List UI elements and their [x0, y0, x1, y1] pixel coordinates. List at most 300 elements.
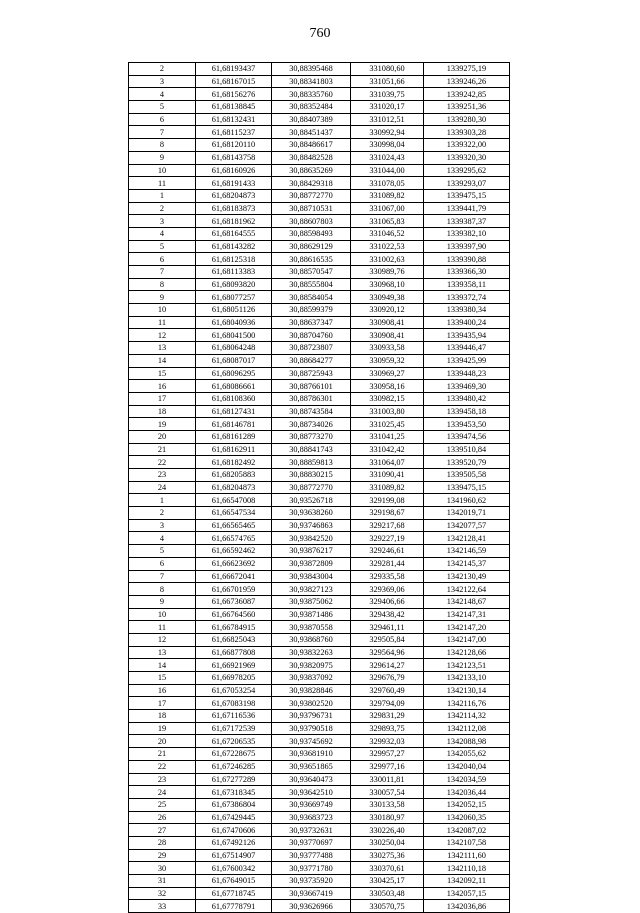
point-number-cell: 14 [129, 354, 196, 367]
latitude-cell: 61,67116536 [196, 710, 272, 723]
x-coordinate-cell: 331078,05 [351, 177, 424, 190]
y-coordinate-cell: 1342147,20 [424, 621, 510, 634]
point-number-cell: 23 [129, 469, 196, 482]
latitude-cell: 61,67778791 [196, 900, 272, 913]
point-number-cell: 18 [129, 710, 196, 723]
latitude-cell: 61,68125318 [196, 253, 272, 266]
longitude-cell: 30,88786301 [272, 392, 351, 405]
x-coordinate-cell: 329564,96 [351, 646, 424, 659]
x-coordinate-cell: 330920,12 [351, 304, 424, 317]
table-row [129, 773, 510, 786]
table-row [129, 164, 510, 177]
latitude-cell: 61,68132431 [196, 113, 272, 126]
latitude-cell: 61,66825043 [196, 633, 272, 646]
longitude-cell: 30,93796731 [272, 710, 351, 723]
latitude-cell: 61,66565465 [196, 519, 272, 532]
table-row [129, 849, 510, 862]
point-number-cell: 1 [129, 494, 196, 507]
x-coordinate-cell: 329977,16 [351, 760, 424, 773]
y-coordinate-cell: 1339322,00 [424, 139, 510, 152]
point-number-cell: 4 [129, 532, 196, 545]
page-number: 760 [309, 26, 331, 41]
y-coordinate-cell: 1342130,49 [424, 570, 510, 583]
point-number-cell: 19 [129, 418, 196, 431]
longitude-cell: 30,93876217 [272, 545, 351, 558]
x-coordinate-cell: 329217,68 [351, 519, 424, 532]
point-number-cell: 8 [129, 583, 196, 596]
latitude-cell: 61,68164555 [196, 227, 272, 240]
x-coordinate-cell: 329676,79 [351, 672, 424, 685]
point-number-cell: 12 [129, 633, 196, 646]
table-row [129, 494, 510, 507]
table-row [129, 583, 510, 596]
y-coordinate-cell: 1342034,59 [424, 773, 510, 786]
x-coordinate-cell: 329246,61 [351, 545, 424, 558]
table-row [129, 735, 510, 748]
y-coordinate-cell: 1342088,98 [424, 735, 510, 748]
longitude-cell: 30,93626966 [272, 900, 351, 913]
latitude-cell: 61,67277289 [196, 773, 272, 786]
point-number-cell: 2 [129, 202, 196, 215]
table-row [129, 824, 510, 837]
x-coordinate-cell: 330133,58 [351, 798, 424, 811]
table-row [129, 240, 510, 253]
longitude-cell: 30,88710531 [272, 202, 351, 215]
longitude-cell: 30,93683723 [272, 811, 351, 824]
longitude-cell: 30,93827123 [272, 583, 351, 596]
table-row [129, 443, 510, 456]
latitude-cell: 61,67318345 [196, 786, 272, 799]
y-coordinate-cell: 1339448,23 [424, 367, 510, 380]
longitude-cell: 30,88773270 [272, 430, 351, 443]
point-number-cell: 4 [129, 227, 196, 240]
table-row [129, 798, 510, 811]
longitude-cell: 30,93872809 [272, 557, 351, 570]
y-coordinate-cell: 1342107,58 [424, 836, 510, 849]
longitude-cell: 30,93842520 [272, 532, 351, 545]
longitude-cell: 30,93745692 [272, 735, 351, 748]
table-row [129, 862, 510, 875]
longitude-cell: 30,88772770 [272, 189, 351, 202]
x-coordinate-cell: 331089,82 [351, 189, 424, 202]
y-coordinate-cell: 1342148,67 [424, 595, 510, 608]
y-coordinate-cell: 1339397,90 [424, 240, 510, 253]
y-coordinate-cell: 1342123,51 [424, 659, 510, 672]
x-coordinate-cell: 330370,61 [351, 862, 424, 875]
point-number-cell: 16 [129, 380, 196, 393]
table-row [129, 126, 510, 139]
longitude-cell: 30,88486617 [272, 139, 351, 152]
latitude-cell: 61,68160926 [196, 164, 272, 177]
point-number-cell: 18 [129, 405, 196, 418]
latitude-cell: 61,68113383 [196, 266, 272, 279]
longitude-cell: 30,93642510 [272, 786, 351, 799]
x-coordinate-cell: 330968,10 [351, 278, 424, 291]
longitude-cell: 30,93828846 [272, 684, 351, 697]
point-number-cell: 32 [129, 887, 196, 900]
point-number-cell: 21 [129, 443, 196, 456]
x-coordinate-cell: 330908,41 [351, 316, 424, 329]
longitude-cell: 30,88723807 [272, 342, 351, 355]
y-coordinate-cell: 1342128,66 [424, 646, 510, 659]
latitude-cell: 61,67053254 [196, 684, 272, 697]
table-row [129, 278, 510, 291]
y-coordinate-cell: 1342019,71 [424, 507, 510, 520]
latitude-cell: 61,68108360 [196, 392, 272, 405]
table-row [129, 659, 510, 672]
latitude-cell: 61,66784915 [196, 621, 272, 634]
table-row [129, 266, 510, 279]
longitude-cell: 30,93770697 [272, 836, 351, 849]
y-coordinate-cell: 1339469,30 [424, 380, 510, 393]
y-coordinate-cell: 1339366,30 [424, 266, 510, 279]
x-coordinate-cell: 330011,81 [351, 773, 424, 786]
latitude-cell: 61,68096295 [196, 367, 272, 380]
table-row [129, 646, 510, 659]
x-coordinate-cell: 331090,41 [351, 469, 424, 482]
point-number-cell: 14 [129, 659, 196, 672]
x-coordinate-cell: 329227,19 [351, 532, 424, 545]
latitude-cell: 61,68181962 [196, 215, 272, 228]
x-coordinate-cell: 329198,67 [351, 507, 424, 520]
point-number-cell: 9 [129, 595, 196, 608]
table-row [129, 532, 510, 545]
point-number-cell: 7 [129, 570, 196, 583]
point-number-cell: 4 [129, 88, 196, 101]
coordinates-table [128, 62, 510, 913]
longitude-cell: 30,88841743 [272, 443, 351, 456]
latitude-cell: 61,68183873 [196, 202, 272, 215]
x-coordinate-cell: 329831,29 [351, 710, 424, 723]
x-coordinate-cell: 329369,06 [351, 583, 424, 596]
table-row [129, 75, 510, 88]
latitude-cell: 61,68156276 [196, 88, 272, 101]
table-row [129, 570, 510, 583]
table-row [129, 430, 510, 443]
y-coordinate-cell: 1339510,84 [424, 443, 510, 456]
longitude-cell: 30,88766101 [272, 380, 351, 393]
x-coordinate-cell: 329614,27 [351, 659, 424, 672]
latitude-cell: 61,67600342 [196, 862, 272, 875]
longitude-cell: 30,93875062 [272, 595, 351, 608]
table-row [129, 253, 510, 266]
x-coordinate-cell: 331002,63 [351, 253, 424, 266]
point-number-cell: 30 [129, 862, 196, 875]
table-row [129, 113, 510, 126]
point-number-cell: 10 [129, 304, 196, 317]
x-coordinate-cell: 329505,84 [351, 633, 424, 646]
longitude-cell: 30,88395468 [272, 63, 351, 76]
table-row [129, 392, 510, 405]
longitude-cell: 30,93843004 [272, 570, 351, 583]
table-row [129, 697, 510, 710]
longitude-cell: 30,88725943 [272, 367, 351, 380]
y-coordinate-cell: 1339382,10 [424, 227, 510, 240]
x-coordinate-cell: 330958,16 [351, 380, 424, 393]
latitude-cell: 61,67492126 [196, 836, 272, 849]
y-coordinate-cell: 1342040,04 [424, 760, 510, 773]
y-coordinate-cell: 1342052,15 [424, 798, 510, 811]
point-number-cell: 33 [129, 900, 196, 913]
coordinates-table-body [129, 63, 510, 913]
table-row [129, 177, 510, 190]
point-number-cell: 11 [129, 621, 196, 634]
latitude-cell: 61,68146781 [196, 418, 272, 431]
table-row [129, 469, 510, 482]
point-number-cell: 29 [129, 849, 196, 862]
table-row [129, 608, 510, 621]
point-number-cell: 1 [129, 189, 196, 202]
point-number-cell: 7 [129, 266, 196, 279]
longitude-cell: 30,93667419 [272, 887, 351, 900]
y-coordinate-cell: 1342147,31 [424, 608, 510, 621]
y-coordinate-cell: 1342147,00 [424, 633, 510, 646]
y-coordinate-cell: 1339475,15 [424, 189, 510, 202]
point-number-cell: 6 [129, 113, 196, 126]
y-coordinate-cell: 1342087,02 [424, 824, 510, 837]
point-number-cell: 10 [129, 164, 196, 177]
y-coordinate-cell: 1342130,14 [424, 684, 510, 697]
x-coordinate-cell: 331080,60 [351, 63, 424, 76]
latitude-cell: 61,66547534 [196, 507, 272, 520]
point-number-cell: 3 [129, 75, 196, 88]
point-number-cell: 2 [129, 507, 196, 520]
x-coordinate-cell: 330275,36 [351, 849, 424, 862]
x-coordinate-cell: 330570,75 [351, 900, 424, 913]
table-row [129, 139, 510, 152]
table-row [129, 316, 510, 329]
x-coordinate-cell: 330180,97 [351, 811, 424, 824]
y-coordinate-cell: 1339242,85 [424, 88, 510, 101]
latitude-cell: 61,68051126 [196, 304, 272, 317]
latitude-cell: 61,68205883 [196, 469, 272, 482]
longitude-cell: 30,88629129 [272, 240, 351, 253]
longitude-cell: 30,88335760 [272, 88, 351, 101]
table-row [129, 557, 510, 570]
y-coordinate-cell: 1339441,79 [424, 202, 510, 215]
longitude-cell: 30,93832263 [272, 646, 351, 659]
y-coordinate-cell: 1339446,47 [424, 342, 510, 355]
y-coordinate-cell: 1339275,19 [424, 63, 510, 76]
point-number-cell: 20 [129, 735, 196, 748]
table-row [129, 481, 510, 494]
y-coordinate-cell: 1339380,34 [424, 304, 510, 317]
x-coordinate-cell: 330969,27 [351, 367, 424, 380]
x-coordinate-cell: 331064,07 [351, 456, 424, 469]
latitude-cell: 61,68204873 [196, 481, 272, 494]
table-row [129, 507, 510, 520]
x-coordinate-cell: 331089,82 [351, 481, 424, 494]
point-number-cell: 25 [129, 798, 196, 811]
point-number-cell: 12 [129, 329, 196, 342]
longitude-cell: 30,93868760 [272, 633, 351, 646]
point-number-cell: 31 [129, 875, 196, 888]
latitude-cell: 61,68064248 [196, 342, 272, 355]
table-row [129, 456, 510, 469]
table-row [129, 354, 510, 367]
table-row [129, 786, 510, 799]
table-row [129, 101, 510, 114]
longitude-cell: 30,88607803 [272, 215, 351, 228]
latitude-cell: 61,67228675 [196, 748, 272, 761]
latitude-cell: 61,68204873 [196, 189, 272, 202]
point-number-cell: 19 [129, 722, 196, 735]
y-coordinate-cell: 1339280,30 [424, 113, 510, 126]
latitude-cell: 61,68182492 [196, 456, 272, 469]
latitude-cell: 61,68161289 [196, 430, 272, 443]
x-coordinate-cell: 331046,52 [351, 227, 424, 240]
latitude-cell: 61,67386804 [196, 798, 272, 811]
y-coordinate-cell: 1339520,79 [424, 456, 510, 469]
y-coordinate-cell: 1342060,35 [424, 811, 510, 824]
latitude-cell: 61,66592462 [196, 545, 272, 558]
point-number-cell: 11 [129, 316, 196, 329]
table-row [129, 304, 510, 317]
latitude-cell: 61,67470606 [196, 824, 272, 837]
y-coordinate-cell: 1339246,26 [424, 75, 510, 88]
longitude-cell: 30,93771780 [272, 862, 351, 875]
x-coordinate-cell: 330226,40 [351, 824, 424, 837]
point-number-cell: 8 [129, 139, 196, 152]
latitude-cell: 61,68115237 [196, 126, 272, 139]
x-coordinate-cell: 329461,11 [351, 621, 424, 634]
table-row [129, 836, 510, 849]
longitude-cell: 30,93871486 [272, 608, 351, 621]
y-coordinate-cell: 1339435,94 [424, 329, 510, 342]
y-coordinate-cell: 1339293,07 [424, 177, 510, 190]
longitude-cell: 30,88570547 [272, 266, 351, 279]
longitude-cell: 30,88598493 [272, 227, 351, 240]
point-number-cell: 13 [129, 342, 196, 355]
x-coordinate-cell: 329438,42 [351, 608, 424, 621]
y-coordinate-cell: 1339320,30 [424, 151, 510, 164]
longitude-cell: 30,88407389 [272, 113, 351, 126]
y-coordinate-cell: 1342114,32 [424, 710, 510, 723]
y-coordinate-cell: 1342036,44 [424, 786, 510, 799]
latitude-cell: 61,67429445 [196, 811, 272, 824]
y-coordinate-cell: 1339475,15 [424, 481, 510, 494]
y-coordinate-cell: 1342116,76 [424, 697, 510, 710]
longitude-cell: 30,93735920 [272, 875, 351, 888]
y-coordinate-cell: 1342145,37 [424, 557, 510, 570]
point-number-cell: 10 [129, 608, 196, 621]
latitude-cell: 61,68086661 [196, 380, 272, 393]
longitude-cell: 30,93651865 [272, 760, 351, 773]
x-coordinate-cell: 330057,54 [351, 786, 424, 799]
latitude-cell: 61,68143758 [196, 151, 272, 164]
x-coordinate-cell: 331039,75 [351, 88, 424, 101]
x-coordinate-cell: 331065,83 [351, 215, 424, 228]
point-number-cell: 23 [129, 773, 196, 786]
latitude-cell: 61,67718745 [196, 887, 272, 900]
point-number-cell: 13 [129, 646, 196, 659]
x-coordinate-cell: 330992,94 [351, 126, 424, 139]
longitude-cell: 30,93870558 [272, 621, 351, 634]
y-coordinate-cell: 1342055,62 [424, 748, 510, 761]
x-coordinate-cell: 330425,17 [351, 875, 424, 888]
point-number-cell: 17 [129, 392, 196, 405]
longitude-cell: 30,88352484 [272, 101, 351, 114]
point-number-cell: 22 [129, 456, 196, 469]
x-coordinate-cell: 331024,43 [351, 151, 424, 164]
point-number-cell: 3 [129, 519, 196, 532]
longitude-cell: 30,88772770 [272, 481, 351, 494]
latitude-cell: 61,68127431 [196, 405, 272, 418]
point-number-cell: 11 [129, 177, 196, 190]
table-row [129, 329, 510, 342]
table-row [129, 291, 510, 304]
latitude-cell: 61,66736087 [196, 595, 272, 608]
y-coordinate-cell: 1342092,11 [424, 875, 510, 888]
y-coordinate-cell: 1342057,15 [424, 887, 510, 900]
longitude-cell: 30,93640473 [272, 773, 351, 786]
longitude-cell: 30,93669749 [272, 798, 351, 811]
table-row [129, 405, 510, 418]
latitude-cell: 61,67172539 [196, 722, 272, 735]
y-coordinate-cell: 1339295,62 [424, 164, 510, 177]
latitude-cell: 61,68167015 [196, 75, 272, 88]
point-number-cell: 5 [129, 240, 196, 253]
x-coordinate-cell: 331025,45 [351, 418, 424, 431]
table-row [129, 519, 510, 532]
point-number-cell: 5 [129, 545, 196, 558]
y-coordinate-cell: 1342146,59 [424, 545, 510, 558]
x-coordinate-cell: 329760,49 [351, 684, 424, 697]
longitude-cell: 30,93638260 [272, 507, 351, 520]
y-coordinate-cell: 1342128,41 [424, 532, 510, 545]
point-number-cell: 21 [129, 748, 196, 761]
x-coordinate-cell: 330959,32 [351, 354, 424, 367]
x-coordinate-cell: 331044,00 [351, 164, 424, 177]
x-coordinate-cell: 330250,04 [351, 836, 424, 849]
point-number-cell: 24 [129, 481, 196, 494]
table-row [129, 900, 510, 913]
latitude-cell: 61,66978205 [196, 672, 272, 685]
longitude-cell: 30,88482528 [272, 151, 351, 164]
table-row [129, 875, 510, 888]
longitude-cell: 30,88451437 [272, 126, 351, 139]
table-row [129, 88, 510, 101]
latitude-cell: 61,67246285 [196, 760, 272, 773]
x-coordinate-cell: 329893,75 [351, 722, 424, 735]
latitude-cell: 61,66921969 [196, 659, 272, 672]
y-coordinate-cell: 1339474,56 [424, 430, 510, 443]
y-coordinate-cell: 1339400,24 [424, 316, 510, 329]
table-row [129, 418, 510, 431]
y-coordinate-cell: 1342077,57 [424, 519, 510, 532]
longitude-cell: 30,88616535 [272, 253, 351, 266]
x-coordinate-cell: 331020,17 [351, 101, 424, 114]
latitude-cell: 61,68138845 [196, 101, 272, 114]
longitude-cell: 30,88429318 [272, 177, 351, 190]
y-coordinate-cell: 1339372,74 [424, 291, 510, 304]
table-row [129, 684, 510, 697]
longitude-cell: 30,93820975 [272, 659, 351, 672]
x-coordinate-cell: 329794,09 [351, 697, 424, 710]
longitude-cell: 30,88684277 [272, 354, 351, 367]
y-coordinate-cell: 1342133,10 [424, 672, 510, 685]
longitude-cell: 30,88599379 [272, 304, 351, 317]
x-coordinate-cell: 330949,38 [351, 291, 424, 304]
table-row [129, 710, 510, 723]
x-coordinate-cell: 329199,08 [351, 494, 424, 507]
x-coordinate-cell: 330989,76 [351, 266, 424, 279]
point-number-cell: 7 [129, 126, 196, 139]
table-row [129, 887, 510, 900]
latitude-cell: 61,68120110 [196, 139, 272, 152]
y-coordinate-cell: 1339458,18 [424, 405, 510, 418]
y-coordinate-cell: 1339505,58 [424, 469, 510, 482]
